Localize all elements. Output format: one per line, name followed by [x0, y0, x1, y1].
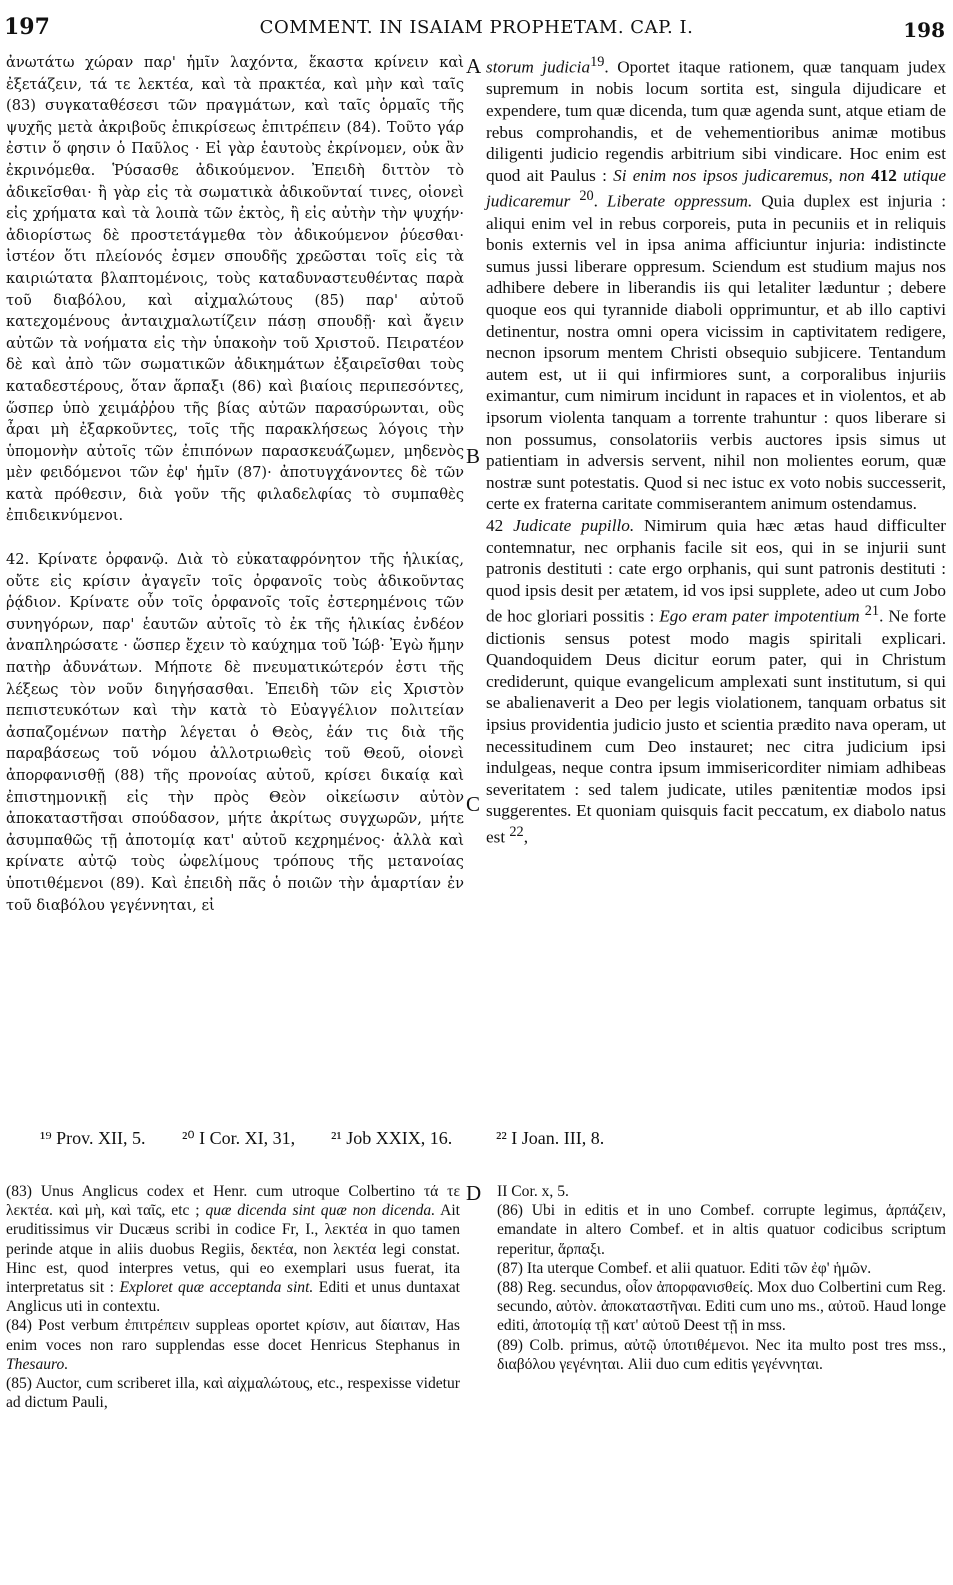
margin-letter-c: C: [466, 792, 481, 816]
footnote-83: [6, 1182, 460, 1316]
ref-sup-22: 22: [509, 823, 524, 840]
latin-text: Quia duplex est injuria : aliqui enim vel in rebus corporeis, puta in pecuniis et in reliquis bonis externis vel in ipsa anima afficiuntur injuria: indistincte sumus jussi liberare oppresum. Sciendum est studium majus nos adhibere debere in liberandis iis qui letaliter læduntur ; debere quoque eos qui tyrannide diaboli opprimuntur, et ab illo captivi detinentur, nostra omni opera vicissim in captivitatem redigere, necnon ipsorum mentem Christi obsequio subjicere. Tentandum autem est, ut ii qui infirmiores sunt, a corporalibus injuriis eximantur, cum nimirum incidunt in rapaces et in violentos, et ab ipsorum violenta tanquam a torrente trahuntur : quos liberare si non possumus, consolatoriis verbis auctores ipsis simus ut patientiam in adversis servent, nihil non molientes eorum, quæ nostræ sunt potestatis. Quod si nec istuc ex voto nobis successerit, certe ex fraterna caritate commiserantem animum ostendamus.: [486, 192, 947, 514]
latin-text: ,: [523, 827, 529, 847]
running-title: COMMENT. IN ISAIAM PROPHETAM. CAP. I.: [259, 17, 694, 38]
margin-letter-a: A: [466, 54, 482, 78]
footnote-87: (87) Ita uterque Combef. et alii quatuor. Editi τῶν ἐφ' ἡμῶν.: [497, 1259, 872, 1277]
greek-column: [6, 52, 464, 916]
footnote-86: (86) Ubi in editis et in uno Combef. corrupte legimus, ἁρπάζειν, emandate in altero Combef. et in altis quatuor codicibus scriptum reperitur, ἅρπαξι.: [497, 1202, 946, 1258]
footnote-84: [6, 1316, 460, 1374]
footnote-italic: Thesauro.: [6, 1355, 69, 1373]
page-number-right: 198: [903, 18, 945, 42]
paragraph-number: 42: [486, 515, 514, 535]
latin-italic: storum judicia: [486, 57, 591, 77]
page-number-left: 197: [4, 14, 50, 40]
latin-lemma: Judicate pupillo.: [513, 515, 635, 535]
scripture-references: [0, 1128, 953, 1152]
latin-text: . Oportet itaque rationem, quæ tanquam judex supremum in nobis locum sortita est, singula dijudicare et expendere, tum quæ dicenda, tum quæ agenda sunt, atque etiam de rebus comprohandis, et de vehementioribus animæ motibus diligenti judicio regendis arbitrium sibi vindicare. Hoc enim est quod ait Paulus :: [486, 57, 946, 185]
latin-text: .: [593, 192, 598, 212]
footnotes-right: [497, 1182, 946, 1374]
latin-text: Nimirum quia hæc ætas haud difficulter contemnatur, nec orphanis facile sit eos, qui in se injurii sunt patronis destituti : cate ergo orphanis, qui sunt patronis destituti : quod ipsis desit per ætatem, id vos ipsi supplete, adeo ut cum Jobo de hoc gloriari possitis :: [486, 515, 947, 627]
latin-lemma: Liberate oppressum.: [606, 192, 753, 212]
footnote-text: (84) Post verbum ἐπιτρέπειν suppleas oportet κρίσιν, aut δίαιταν, Has enim voces non raro supplendas esse docet Henricus Stephanus in: [6, 1317, 460, 1354]
footnote-italic: quæ dicenda sint quæ non dicenda.: [205, 1202, 436, 1220]
margin-letter-d: D: [466, 1181, 482, 1205]
ref-sup-20: 20: [579, 188, 594, 205]
latin-paragraph-2: [486, 515, 946, 848]
column-number: 412: [871, 165, 897, 185]
margin-letter-b: B: [466, 444, 481, 468]
reference-22: ²² I Joan. III, 8.: [496, 1128, 605, 1148]
ref-sup-19: 19: [590, 54, 605, 70]
latin-quote: utique judicaremur: [486, 165, 947, 212]
footnote-text: (83) Unus Anglicus codex et Henr. cum utroque Colbertino τά τε λεκτέα. καὶ μὴ, καὶ ταῖς, etc ;: [6, 1183, 460, 1220]
footnotes-left: [6, 1182, 460, 1412]
reference-21: ²¹ Job XXIX, 16.: [331, 1128, 453, 1148]
page-header: [0, 14, 953, 44]
footnote-italic: Exploret quæ acceptanda sint.: [119, 1279, 314, 1297]
footnote-text: Ait eruditissimus vir Ducæus scribi in codice Fr, I., λεκτέα in quo tamen perinde atque in aliis duobus Regiis, δεκτέα, non λεκτέα legi constat. Hinc est, quod interpres vetus, qui eo exemplari usus fuerat, ita interpretatus sit :: [6, 1202, 461, 1297]
footnote-88: (88) Reg. secundus, οἷον ἀπορφανισθείς. Mox duo Colbertini cum Reg. secundo, αὐτὸν. ἀποκαταστῆναι. Editi cum uno ms., αὐτοῦ. Haud longe editi, ἀποτομίᾳ τῇ κατ' αὐτοῦ Deest τῇ in mss.: [497, 1279, 946, 1335]
footnote-89: (89) Colb. primus, αὐτῷ ὑποτιθέμενοι. Nec ita multo post tres mss., διαβόλου γεγένηται. Alii duo cum editis γεγέννηται.: [497, 1336, 946, 1373]
footnote-text: Editi et unus duntaxat Anglicus uti in contextu.: [6, 1279, 460, 1316]
ref-sup-21: 21: [864, 603, 880, 620]
latin-quote: Si enim nos ipsos judicaremus, non: [613, 165, 865, 185]
spacer: [6, 527, 464, 549]
latin-text: . Ne forte dictionis sensus potest modo magis spiritali explicari. Quandoquidem Deus dicitur eorum pater, qui in Christum crediderunt, quique evangelicum amplexati sunt institutum, si qui se abalienaverit a Deo per legis violationem, tanquam orbatus sit ipsius providentia judicio justo et scientia prædito nava operam, ut necessitudinem cum Deo instauret; nec citra judicium ipsi indulgeas, neque contra ipsum immisericorditer nimiam adhibeas severitatem : sed talem judicate, utiles pænitentiæ modos ipsi suggerentes. Et quoniam quisquis facit peccatum, ex diabolo natus est: [486, 607, 946, 847]
latin-paragraph-1: [486, 52, 946, 515]
footnote-85-continued: II Cor. x, 5.: [497, 1183, 569, 1200]
latin-quote: Ego eram pater impotentium: [659, 607, 860, 627]
reference-19: ¹⁹ Prov. XII, 5.: [40, 1128, 146, 1148]
greek-paragraph-2: 42. Κρίνατε ὀρφανῷ. Διὰ τὸ εὐκαταφρόνητον τῆς ἡλικίας, οὔτε εἰς κρίσιν ἀγαγεῖν τοῖς ὀρφανοῖς τοὺς ἀδικοῦντας ῥᾴδιον. Κρίνατε οὖν τοῖς ὀρφανοῖς τοῖς ἐστερημένοις τῶν συνηγόρων, παρ' ἑαυτῶν αὐτοῖς τὸ ἐκ τῆς ἡλικίας ἐνδέον ἀναπληρώσατε · ὥσπερ ἔχειν τὸ καύχημα τοῦ Ἰώβ· Ἐγὼ ἤμην πατὴρ ἀδυνάτων. Μήποτε δὲ πνευματικώτερόν ἐστι τῆς λέξεως τὸν νοῦν διηγήσασθαι. Ἐπειδὴ τῶν εἰς Χριστὸν πεπιστευκότων καὶ τὴν κατὰ τὸ Εὐαγγέλιον πολιτείαν ἀσπαζομένων πατὴρ λέγεται ὁ Θεὸς, ἐάν τις διὰ τῆς παραβάσεως τοῦ νόμου ἀλλοτριωθεὶς τοῦ Θεοῦ, οἱονεὶ ἀπορφανισθῇ (88) τῆς προνοίας αὐτοῦ, κρίσει δικαίᾳ καὶ ἐπιστημονικῇ εἰς τὴν πρὸς Θεὸν οἰκείωσιν αὐτὸν ἀποκαταστῆσαι σπούδασον, μήτε ἀκρίτως συγχωρῶν, μήτε ἀσυμπαθῶς τῇ ἀποτομίᾳ κατ' αὐτοῦ κεχρημένος· ἀλλὰ καὶ κρίνατε αὐτῷ τοὺς ὠφελίμους τρόπους τῆς μετανοίας ὑποτιθέμενοι (89). Καὶ ἐπειδὴ πᾶς ὁ ποιῶν τὴν ἁμαρτίαν ἐν τοῦ διαβόλου γεγέννηται, εἰ: [6, 551, 464, 914]
reference-20: ²⁰ I Cor. XI, 31,: [182, 1128, 296, 1148]
latin-column: [486, 52, 946, 848]
footnote-85: (85) Auctor, cum scriberet illa, καὶ αἰχμαλώτους, etc., respexisse videtur ad dictum Pauli,: [6, 1375, 460, 1412]
greek-paragraph-1: ἀνωτάτω χώραν παρ' ἡμῖν λαχόντα, ἕκαστα κρίνειν καὶ ἐξετάζειν, τά τε λεκτέα, καὶ τὰ πρακτέα, καὶ μὴν καὶ ταῖς (83) συγκαταθέσεσι τῶν πραγμάτων, καὶ ταῖς ὁρμαῖς τῆς ψυχῆς μετὰ ἀκριβοῦς ἐπικρίσεως ἐπιτρέπειν (84). Τοῦτο γάρ ἐστιν ὅ φησιν ὁ Παῦλος · Εἰ γὰρ ἑαυτοὺς ἐκρίνομεν, οὐκ ἂν ἐκρινόμεθα. Ῥύσασθε ἀδικούμενον. Ἐπειδὴ διττὸν τὸ ἀδικεῖσθαι· ἢ γὰρ εἰς τὰ σωματικὰ ἀδικοῦνταί τινες, οἱονεὶ εἰς χρήματα καὶ τὰ λοιπὰ τῶν ἐκτὸς, ἢ εἰς αὐτὴν τὴν ψυχήν· ἀδιορίστως δὲ προστετάγμεθα τὸν ἀδικούμενον ῥύεσθαι· ἰστέον ὅτι πλείονός ἐσμεν σπουδῆς χρεῶσται τοῖς εἰς τὰ καιριώτατα βλαπτομένοις, τοὺς καταδυναστευθέντας παρὰ τοῦ διαβόλου, καὶ αἰχμαλώτους (85) παρ' αὐτοῦ κατεχομένους ἀνταιχμαλωτίζειν πάσῃ σπουδῇ· καὶ ἄγειν αὐτῶν τὰ νοήματα εἰς τὴν ὑπακοὴν τοῦ Χριστοῦ. Πειρατέον δὲ καὶ ἀπὸ τῶν σωματικῶν ἀδικημάτων ἐξαιρεῖσθαι τοὺς καταδεστέρους, ὅταν ἅρπαξι (86) καὶ βιαίοις περιπεσόντες, ὥσπερ ὑπὸ χειμάῤῥου τῆς βίας αὐτῶν παρασύρωνται, οὓς ἆραι μὴ ἐξαρκοῦντες, τοῖς τῆς παρακλήσεως λόγοις τὴν ὑπομονὴν αὐτοῖς τῶν ἐπιπόνων παρασκευάζωμεν, μηδενὸς μὲν φειδόμενοι τῶν ἐφ' ἡμῖν (87)· ἀποτυγχάνοντες δὲ τῶν κατὰ πρόθεσιν, διὰ γοῦν τῆς φιλαδελφίας τὸ συμπαθὲς ἐπιδεικνύμενοι.: [6, 54, 464, 525]
